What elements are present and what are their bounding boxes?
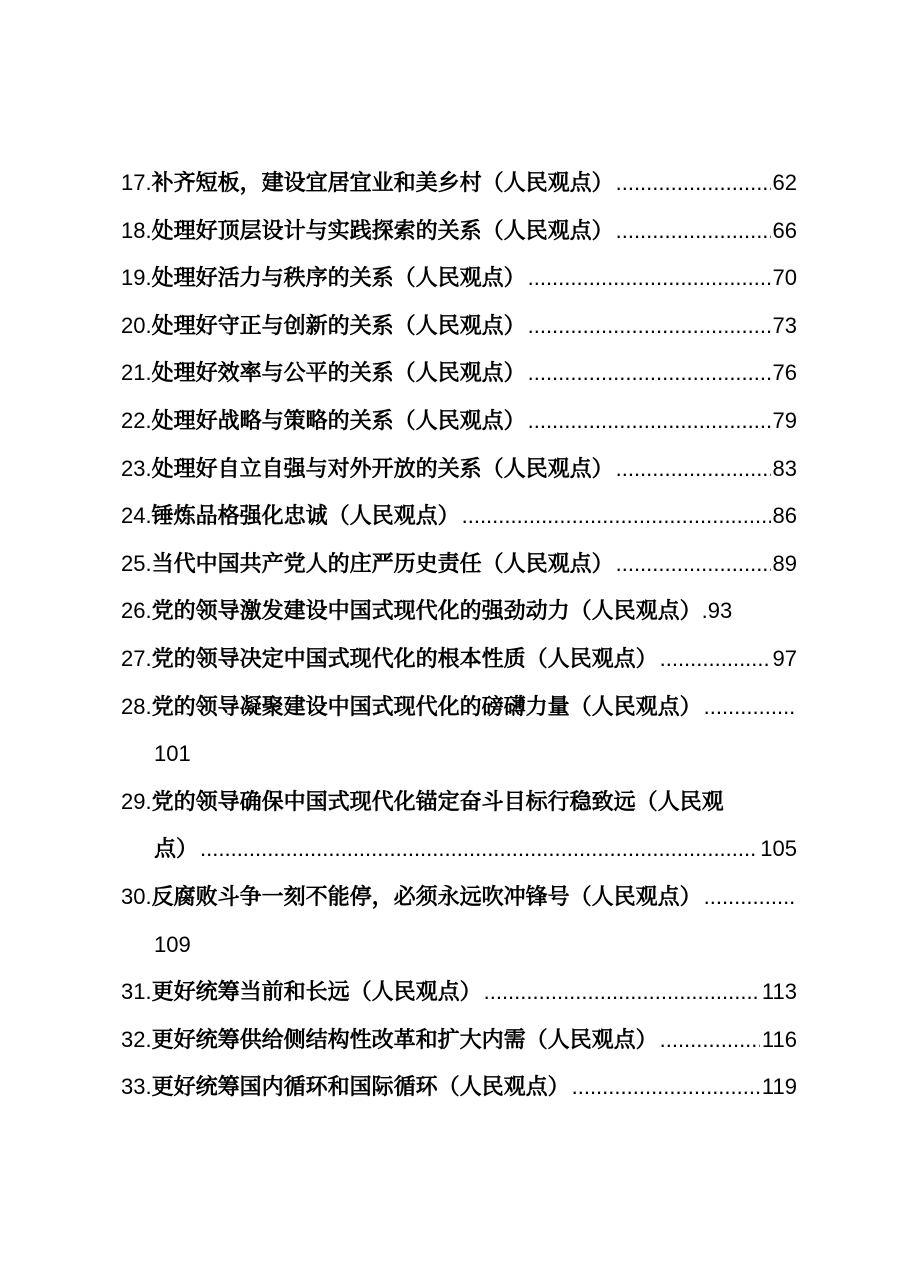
toc-entry-page: 109 (154, 931, 191, 957)
toc-entry-page: 83 (772, 455, 797, 481)
toc-entry-page: 116 (761, 1026, 797, 1052)
toc-entry-26[interactable] (121, 587, 797, 635)
toc-dot-leader (616, 540, 771, 588)
toc-entry-page: 97 (772, 645, 797, 671)
toc-entry-24[interactable] (121, 492, 797, 540)
toc-entry-number: 24. (121, 503, 152, 529)
toc-entry-title: 处理好自立自强与对外开放的关系（人民观点） (151, 456, 614, 482)
toc-entry-page: 62 (772, 170, 797, 195)
toc-entry-page: 101 (154, 741, 191, 767)
toc-entry-30[interactable] (121, 873, 797, 968)
toc-entry-title: 处理好效率与公平的关系（人民观点） (151, 361, 526, 387)
toc-dot-leader (704, 683, 795, 731)
toc-dot-leader (462, 492, 771, 540)
toc-entry-title-continued: 点） (154, 837, 199, 863)
toc-entry-page: 76 (772, 360, 797, 386)
toc-entry-title: 处理好守正与创新的关系（人民观点） (151, 313, 526, 339)
toc-entry-title: 处理好顶层设计与实践探索的关系（人民观点） (151, 218, 614, 244)
toc-entry-number: 30. (121, 883, 152, 909)
toc-entry-title: 党的领导激发建设中国式现代化的强劲动力（人民观点） (151, 599, 702, 625)
toc-entry-number: 33. (121, 1074, 152, 1100)
toc-entry-number: 17. (121, 170, 152, 195)
toc-entry-title: 补齐短板，建设宜居宜业和美乡村（人民观点） (151, 171, 614, 196)
toc-entry-27[interactable] (121, 635, 797, 683)
toc-entry-22[interactable] (121, 397, 797, 445)
toc-entry-title: 更好统筹供给侧结构性改革和扩大内需（人民观点） (151, 1027, 658, 1053)
toc-entry-page: 105 (760, 836, 797, 862)
toc-dot-leader (528, 254, 771, 302)
table-of-contents (121, 159, 797, 1111)
toc-entry-title: 处理好活力与秩序的关系（人民观点） (151, 266, 526, 292)
toc-entry-21[interactable] (121, 349, 797, 397)
toc-entry-title: 党的领导决定中国式现代化的根本性质（人民观点） (151, 646, 658, 672)
toc-entry-number: 19. (121, 265, 152, 291)
toc-entry-33[interactable] (121, 1063, 797, 1111)
toc-entry-number: 25. (121, 550, 152, 576)
toc-entry-number: 21. (121, 360, 152, 386)
toc-dot-leader (616, 159, 771, 207)
toc-entry-number: 26. (121, 598, 152, 624)
toc-entry-page: 70 (772, 265, 797, 291)
toc-dot-leader (572, 1063, 760, 1111)
toc-entry-29[interactable] (121, 778, 797, 873)
toc-entry-title: 更好统筹国内循环和国际循环（人民观点） (151, 1075, 570, 1101)
toc-entry-number: 18. (121, 217, 152, 243)
toc-dot-leader (616, 445, 771, 493)
toc-entry-title: 处理好战略与策略的关系（人民观点） (151, 408, 526, 434)
toc-entry-number: 20. (121, 312, 152, 338)
toc-entry-page: 119 (761, 1074, 797, 1100)
toc-dot-leader (660, 635, 771, 683)
toc-entry-number: 32. (121, 1026, 152, 1052)
toc-entry-number: 29. (121, 788, 152, 814)
toc-entry-title: 更好统筹当前和长远（人民观点） (151, 980, 482, 1006)
toc-entry-number: 23. (121, 455, 152, 481)
toc-entry-page: 79 (772, 407, 797, 433)
toc-dot-leader (528, 349, 771, 397)
toc-dot-leader: . (701, 598, 708, 624)
toc-entry-title: 党的领导凝聚建设中国式现代化的磅礴力量（人民观点） (151, 694, 702, 720)
toc-entry-title: 反腐败斗争一刻不能停，必须永远吹冲锋号（人民观点） (151, 884, 702, 910)
toc-entry-page: 73 (772, 312, 797, 338)
toc-entry-number: 31. (121, 979, 152, 1005)
toc-entry-number: 28. (121, 693, 152, 719)
toc-entry-title: 党的领导确保中国式现代化锚定奋斗目标行稳致远（人民观 (151, 789, 724, 815)
toc-dot-leader (704, 873, 795, 921)
toc-entry-page: 86 (772, 503, 797, 529)
toc-entry-page: 89 (772, 550, 797, 576)
toc-dot-leader (660, 1016, 760, 1064)
toc-entry-17[interactable] (121, 159, 797, 207)
toc-dot-leader (528, 397, 771, 445)
toc-entry-number: 27. (121, 645, 152, 671)
toc-entry-23[interactable] (121, 445, 797, 493)
toc-entry-20[interactable] (121, 302, 797, 350)
toc-entry-page: 93 (707, 598, 733, 624)
toc-entry-18[interactable] (121, 207, 797, 255)
toc-dot-leader (200, 825, 758, 873)
toc-entry-32[interactable] (121, 1016, 797, 1064)
toc-entry-28[interactable] (121, 683, 797, 778)
toc-entry-page: 113 (761, 979, 797, 1005)
toc-entry-number: 22. (121, 407, 152, 433)
toc-entry-title: 锤炼品格强化忠诚（人民观点） (151, 504, 460, 530)
toc-dot-leader (528, 302, 771, 350)
toc-entry-title: 当代中国共产党人的庄严历史责任（人民观点） (151, 551, 614, 577)
toc-entry-19[interactable] (121, 254, 797, 302)
toc-entry-page: 66 (772, 217, 797, 243)
toc-dot-leader (616, 207, 771, 255)
toc-entry-25[interactable] (121, 540, 797, 588)
toc-dot-leader (484, 968, 760, 1016)
toc-entry-31[interactable] (121, 968, 797, 1016)
